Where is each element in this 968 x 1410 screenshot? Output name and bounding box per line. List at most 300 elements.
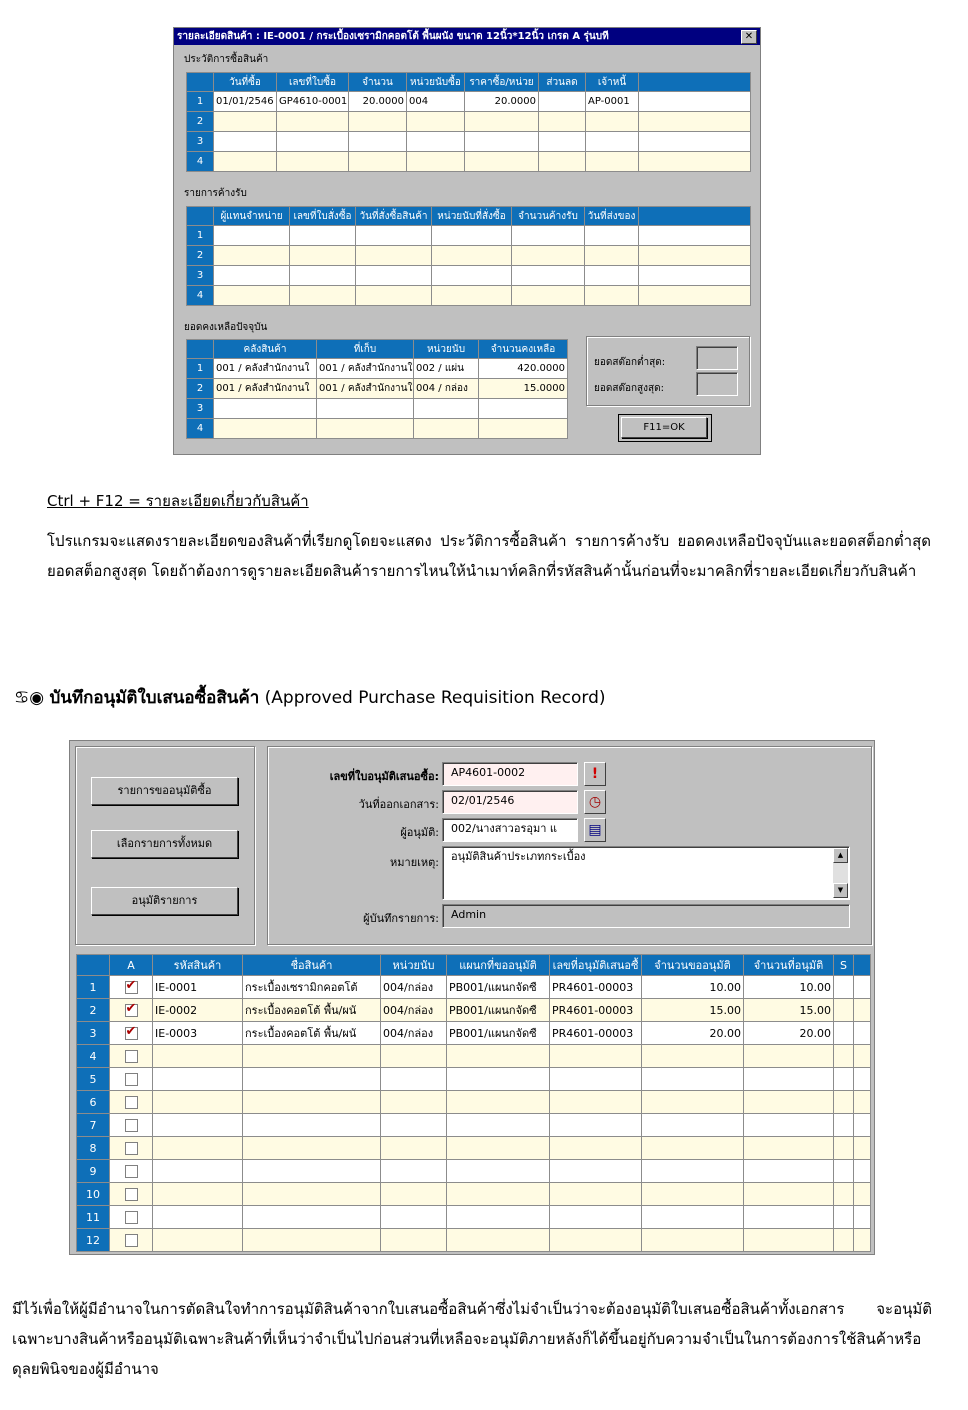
table-row[interactable] bbox=[77, 1229, 871, 1252]
row-number[interactable]: 11 bbox=[77, 1206, 110, 1229]
table-cell[interactable] bbox=[447, 1160, 550, 1183]
table-cell[interactable]: 10.00 bbox=[642, 976, 744, 999]
table-cell[interactable] bbox=[447, 1183, 550, 1206]
table-cell[interactable] bbox=[550, 1160, 642, 1183]
request-list-button[interactable]: รายการขออนุมัติซื้อ bbox=[91, 777, 238, 805]
column-header-filler bbox=[639, 207, 751, 226]
section-title: บันทึกอนุมัติใบเสนอซื้อสินค้า bbox=[49, 688, 260, 708]
table-cell[interactable]: กระเบื้องคอตโต้ พื้น/ผนั bbox=[243, 1022, 381, 1045]
row-number[interactable]: 1 bbox=[187, 226, 214, 246]
table-row[interactable] bbox=[187, 112, 751, 132]
table-cell[interactable] bbox=[214, 132, 277, 152]
table-cell[interactable] bbox=[642, 1045, 744, 1068]
table-cell[interactable]: PB001/แผนกจัดซื bbox=[447, 999, 550, 1022]
approver-label: ผู้อนุมัติ: bbox=[400, 826, 439, 839]
table-cell[interactable] bbox=[642, 1183, 744, 1206]
column-header[interactable]: เจ้าหนี้ bbox=[586, 73, 639, 92]
table-cell[interactable] bbox=[465, 152, 539, 172]
checkbox-empty-icon[interactable] bbox=[125, 1234, 138, 1247]
table-cell[interactable] bbox=[432, 226, 512, 246]
table-cell-filler bbox=[639, 266, 751, 286]
table-cell[interactable]: 20.00 bbox=[642, 1022, 744, 1045]
table-cell[interactable] bbox=[539, 92, 586, 112]
table-cell[interactable]: 004/กล่อง bbox=[381, 976, 447, 999]
column-header[interactable]: S bbox=[834, 955, 854, 976]
table-cell[interactable] bbox=[550, 1229, 642, 1252]
row-number[interactable]: 1 bbox=[187, 92, 214, 112]
table-cell[interactable] bbox=[539, 132, 586, 152]
table-cell[interactable] bbox=[356, 246, 432, 266]
table-cell[interactable] bbox=[381, 1091, 447, 1114]
table-cell[interactable] bbox=[356, 286, 432, 306]
section-title-en: (Approved Purchase Requisition Record) bbox=[259, 688, 606, 708]
table-cell[interactable] bbox=[432, 286, 512, 306]
row-number[interactable]: 6 bbox=[77, 1091, 110, 1114]
row-number[interactable]: 4 bbox=[187, 286, 214, 306]
table-cell[interactable] bbox=[407, 152, 465, 172]
table-row[interactable] bbox=[77, 1160, 871, 1183]
table-cell[interactable] bbox=[381, 1183, 447, 1206]
table-cell[interactable] bbox=[243, 1229, 381, 1252]
column-header[interactable]: จำนวนค้างรับ bbox=[512, 207, 585, 226]
table-cell[interactable] bbox=[744, 1114, 834, 1137]
table-row[interactable] bbox=[77, 1206, 871, 1229]
row-number[interactable]: 1 bbox=[77, 976, 110, 999]
table-cell[interactable] bbox=[642, 1160, 744, 1183]
table-cell[interactable] bbox=[465, 112, 539, 132]
table-cell[interactable]: 004/กล่อง bbox=[381, 1022, 447, 1045]
approve-checkbox-cell[interactable] bbox=[110, 976, 153, 999]
approval-window bbox=[69, 740, 875, 1255]
table-cell[interactable] bbox=[447, 1091, 550, 1114]
table-cell[interactable] bbox=[243, 1206, 381, 1229]
column-header[interactable]: หน่วยนับซื้อ bbox=[407, 73, 465, 92]
table-cell[interactable] bbox=[550, 1068, 642, 1091]
table-cell[interactable] bbox=[642, 1091, 744, 1114]
column-header[interactable]: วันที่สั่งซื้อสินค้า bbox=[356, 207, 432, 226]
table-cell[interactable] bbox=[642, 1137, 744, 1160]
checkbox-empty-icon[interactable] bbox=[125, 1073, 138, 1086]
table-row[interactable] bbox=[77, 976, 871, 999]
table-cell[interactable] bbox=[512, 226, 585, 246]
table-cell[interactable] bbox=[512, 246, 585, 266]
table-cell[interactable]: 001 / คลังสำนักงานใ bbox=[214, 359, 317, 379]
table-cell[interactable] bbox=[512, 286, 585, 306]
approve-checkbox-cell[interactable] bbox=[110, 1137, 153, 1160]
column-header[interactable]: ผู้แทนจำหน่าย bbox=[214, 207, 290, 226]
column-header[interactable]: เลขที่ใบสั่งซื้อ bbox=[290, 207, 356, 226]
table-cell[interactable] bbox=[447, 1114, 550, 1137]
table-cell[interactable]: AP-0001 bbox=[586, 92, 639, 112]
doc-no-input[interactable]: AP4601-0002 bbox=[442, 762, 578, 786]
column-header[interactable]: เลขที่ใบซื้อ bbox=[277, 73, 349, 92]
row-number[interactable]: 2 bbox=[187, 112, 214, 132]
table-cell[interactable] bbox=[550, 1183, 642, 1206]
table-cell[interactable] bbox=[243, 1068, 381, 1091]
doc-date-input[interactable]: 02/01/2546 bbox=[442, 790, 578, 814]
table-cell[interactable] bbox=[381, 1160, 447, 1183]
table-cell[interactable] bbox=[153, 1068, 243, 1091]
column-header[interactable]: ราคาซื้อ/หน่วย bbox=[465, 73, 539, 92]
column-header[interactable]: A bbox=[110, 955, 153, 976]
table-cell[interactable] bbox=[586, 132, 639, 152]
table-cell-filler bbox=[639, 246, 751, 266]
table-cell[interactable] bbox=[744, 1045, 834, 1068]
table-cell[interactable] bbox=[243, 1137, 381, 1160]
table-cell[interactable] bbox=[642, 1206, 744, 1229]
table-cell[interactable] bbox=[447, 1045, 550, 1068]
table-cell[interactable] bbox=[744, 1068, 834, 1091]
row-number[interactable]: 4 bbox=[187, 152, 214, 172]
row-number[interactable]: 5 bbox=[77, 1068, 110, 1091]
table-row[interactable] bbox=[187, 226, 751, 246]
table-cell[interactable] bbox=[407, 132, 465, 152]
table-cell[interactable] bbox=[214, 286, 290, 306]
table-cell[interactable] bbox=[585, 266, 639, 286]
row-number[interactable]: 3 bbox=[187, 266, 214, 286]
checkbox-empty-icon[interactable] bbox=[125, 1165, 138, 1178]
recorder-label: ผู้บันทึกรายการ: bbox=[363, 912, 439, 925]
table-cell[interactable] bbox=[153, 1229, 243, 1252]
column-header[interactable]: ส่วนลด bbox=[539, 73, 586, 92]
column-header[interactable]: เลขที่อนุมัติเสนอซื้ bbox=[550, 955, 642, 976]
table-cell[interactable] bbox=[153, 1206, 243, 1229]
table-cell[interactable]: 001 / คลังสำนักงานใ bbox=[317, 359, 414, 379]
table-cell[interactable] bbox=[585, 286, 639, 306]
table-cell[interactable] bbox=[447, 1137, 550, 1160]
table-row[interactable] bbox=[77, 1183, 871, 1206]
table-cell[interactable] bbox=[153, 1160, 243, 1183]
current-balance-table[interactable] bbox=[186, 339, 568, 439]
table-cell[interactable] bbox=[414, 419, 479, 439]
scroll-up-icon[interactable]: ▲ bbox=[833, 848, 848, 863]
table-cell[interactable]: IE-0001 bbox=[153, 976, 243, 999]
row-number[interactable]: 9 bbox=[77, 1160, 110, 1183]
purchase-history-table[interactable] bbox=[186, 72, 751, 172]
table-cell[interactable] bbox=[744, 1091, 834, 1114]
table-cell[interactable]: 004/กล่อง bbox=[381, 999, 447, 1022]
select-all-button[interactable]: เลือกรายการทั้งหมด bbox=[91, 830, 238, 858]
approve-checkbox-cell[interactable] bbox=[110, 1229, 153, 1252]
table-cell[interactable] bbox=[277, 152, 349, 172]
approval-items-table[interactable] bbox=[76, 954, 871, 1252]
column-header[interactable]: แผนกที่ขออนุมัติ bbox=[447, 955, 550, 976]
table-cell[interactable] bbox=[317, 419, 414, 439]
table-cell[interactable] bbox=[407, 112, 465, 132]
row-number[interactable]: 3 bbox=[77, 1022, 110, 1045]
checkbox-checked-icon[interactable] bbox=[125, 1004, 138, 1017]
table-cell[interactable] bbox=[243, 1183, 381, 1206]
table-cell[interactable] bbox=[214, 112, 277, 132]
table-cell[interactable]: PR4601-00003 bbox=[550, 976, 642, 999]
table-cell[interactable] bbox=[153, 1114, 243, 1137]
table-cell[interactable] bbox=[465, 132, 539, 152]
table-cell[interactable]: กระเบื้องเซรามิกคอตโต้ bbox=[243, 976, 381, 999]
table-cell[interactable] bbox=[834, 1045, 854, 1068]
pending-receipt-table[interactable] bbox=[186, 206, 751, 306]
table-cell[interactable] bbox=[290, 246, 356, 266]
table-cell[interactable] bbox=[479, 419, 568, 439]
table-row[interactable] bbox=[77, 1045, 871, 1068]
row-number[interactable]: 10 bbox=[77, 1183, 110, 1206]
approve-checkbox-cell[interactable] bbox=[110, 1206, 153, 1229]
table-cell-filler bbox=[639, 226, 751, 246]
column-header[interactable]: รหัสสินค้า bbox=[153, 955, 243, 976]
checkbox-checked-icon[interactable] bbox=[125, 981, 138, 994]
table-cell[interactable] bbox=[642, 1229, 744, 1252]
table-cell[interactable] bbox=[381, 1206, 447, 1229]
table-cell[interactable] bbox=[744, 1137, 834, 1160]
table-cell[interactable] bbox=[834, 1206, 854, 1229]
note-textarea[interactable]: อนุมัติสินค้าประเภทกระเบื้อง bbox=[442, 846, 850, 900]
checkbox-empty-icon[interactable] bbox=[125, 1211, 138, 1224]
table-cell[interactable]: 20.0000 bbox=[465, 92, 539, 112]
table-row[interactable] bbox=[187, 132, 751, 152]
table-cell[interactable] bbox=[153, 1091, 243, 1114]
table-cell[interactable] bbox=[214, 246, 290, 266]
table-cell[interactable]: PB001/แผนกจัดซื bbox=[447, 1022, 550, 1045]
table-cell[interactable] bbox=[744, 1183, 834, 1206]
table-cell[interactable]: 15.0000 bbox=[479, 379, 568, 399]
checkbox-empty-icon[interactable] bbox=[125, 1188, 138, 1201]
row-number[interactable]: 12 bbox=[77, 1229, 110, 1252]
table-cell[interactable] bbox=[550, 1114, 642, 1137]
approve-items-button[interactable]: อนุมัติรายการ bbox=[91, 887, 238, 915]
row-number[interactable]: 3 bbox=[187, 132, 214, 152]
table-cell[interactable] bbox=[834, 1091, 854, 1114]
table-cell[interactable]: 01/01/2546 bbox=[214, 92, 277, 112]
column-header[interactable]: หน่วยนับที่สั่งซื้อ bbox=[432, 207, 512, 226]
table-cell[interactable] bbox=[539, 152, 586, 172]
column-header[interactable]: วันที่ส่งของ bbox=[585, 207, 639, 226]
table-cell[interactable] bbox=[356, 266, 432, 286]
table-cell-filler bbox=[854, 1160, 871, 1183]
row-number[interactable]: 4 bbox=[77, 1045, 110, 1068]
table-cell[interactable]: IE-0003 bbox=[153, 1022, 243, 1045]
product-detail-window bbox=[173, 27, 761, 455]
table-row[interactable] bbox=[187, 92, 751, 112]
table-cell[interactable] bbox=[349, 112, 407, 132]
current-balance-label: ยอดคงเหลือปัจจุบัน bbox=[184, 322, 268, 333]
row-number[interactable]: 8 bbox=[77, 1137, 110, 1160]
approve-checkbox-cell[interactable] bbox=[110, 1045, 153, 1068]
approve-checkbox-cell[interactable] bbox=[110, 1160, 153, 1183]
table-cell[interactable] bbox=[349, 132, 407, 152]
table-cell[interactable] bbox=[214, 266, 290, 286]
table-cell[interactable]: 004 / กล่อง bbox=[414, 379, 479, 399]
table-cell[interactable]: 004 bbox=[407, 92, 465, 112]
row-number[interactable]: 1 bbox=[187, 359, 214, 379]
table-cell[interactable] bbox=[432, 266, 512, 286]
table-cell[interactable] bbox=[447, 1068, 550, 1091]
table-cell[interactable]: PR4601-00003 bbox=[550, 999, 642, 1022]
table-cell[interactable]: GP4610-0001 bbox=[277, 92, 349, 112]
table-cell[interactable] bbox=[153, 1045, 243, 1068]
table-cell[interactable] bbox=[744, 1160, 834, 1183]
table-row[interactable] bbox=[77, 1022, 871, 1045]
column-header[interactable]: จำนวนที่อนุมัติ bbox=[744, 955, 834, 976]
table-row[interactable] bbox=[187, 399, 568, 419]
checkbox-empty-icon[interactable] bbox=[125, 1142, 138, 1155]
table-cell[interactable] bbox=[414, 399, 479, 419]
approver-input[interactable]: 002/นางสาวอรอุมา แ bbox=[442, 818, 578, 842]
table-cell[interactable] bbox=[214, 419, 317, 439]
column-header[interactable]: คลังสินค้า bbox=[214, 340, 317, 359]
ok-button[interactable]: F11=OK bbox=[621, 417, 707, 438]
table-cell[interactable] bbox=[586, 152, 639, 172]
table-row[interactable] bbox=[187, 286, 751, 306]
table-row[interactable] bbox=[77, 1068, 871, 1091]
max-stock-field bbox=[696, 372, 738, 396]
table-cell[interactable] bbox=[153, 1137, 243, 1160]
table-row[interactable] bbox=[187, 266, 751, 286]
table-cell[interactable] bbox=[550, 1045, 642, 1068]
column-header[interactable]: จำนวนขออนุมัติ bbox=[642, 955, 744, 976]
approve-checkbox-cell[interactable] bbox=[110, 1091, 153, 1114]
table-cell[interactable] bbox=[214, 399, 317, 419]
table-row[interactable] bbox=[77, 1137, 871, 1160]
row-number[interactable]: 7 bbox=[77, 1114, 110, 1137]
table-cell[interactable] bbox=[834, 1183, 854, 1206]
table-cell[interactable] bbox=[642, 1114, 744, 1137]
checkbox-empty-icon[interactable] bbox=[125, 1119, 138, 1132]
table-cell[interactable]: IE-0002 bbox=[153, 999, 243, 1022]
table-cell[interactable]: 15.00 bbox=[744, 999, 834, 1022]
table-cell[interactable] bbox=[834, 1137, 854, 1160]
table-cell[interactable] bbox=[834, 1114, 854, 1137]
table-row[interactable] bbox=[77, 1091, 871, 1114]
note-scrollbar[interactable] bbox=[833, 848, 848, 898]
table-cell[interactable] bbox=[512, 266, 585, 286]
approve-checkbox-cell[interactable] bbox=[110, 999, 153, 1022]
table-cell[interactable] bbox=[432, 246, 512, 266]
table-row[interactable] bbox=[77, 999, 871, 1022]
table-cell[interactable] bbox=[243, 1160, 381, 1183]
table-cell[interactable] bbox=[834, 1022, 854, 1045]
table-cell[interactable]: PB001/แผนกจัดซื bbox=[447, 976, 550, 999]
table-row[interactable] bbox=[187, 379, 568, 399]
column-header[interactable]: จำนวน bbox=[349, 73, 407, 92]
table-cell-filler bbox=[639, 132, 751, 152]
column-header[interactable]: จำนวนคงเหลือ bbox=[479, 340, 568, 359]
table-cell[interactable]: 10.00 bbox=[744, 976, 834, 999]
table-cell[interactable] bbox=[290, 286, 356, 306]
table-cell[interactable]: 20.00 bbox=[744, 1022, 834, 1045]
table-cell[interactable]: 002 / แผ่น bbox=[414, 359, 479, 379]
table-cell[interactable] bbox=[586, 112, 639, 132]
document-icon[interactable]: ▤ bbox=[584, 818, 606, 842]
product-detail-description: โปรแกรมจะแสดงรายละเอียดของสินค้าที่เรียกดูโดยจะแสดง ประวัติการซื้อสินค้า รายการค้างรับ ยอดคงเหลือปัจจุบันและยอดสต็อกต่ำสุด ยอดสต็อกสูงสุด โดยถ้าต้องการดูรายละเอียดสินค้ารายการไหนให้นำเมาท์คลิกที่รหัสสินค้านั้นก่อนที่จะมาคลิกที่รายละเอียดเกี่ยวกับสินค้า bbox=[47, 532, 931, 580]
table-cell[interactable] bbox=[243, 1045, 381, 1068]
table-cell[interactable] bbox=[550, 1137, 642, 1160]
table-cell[interactable] bbox=[277, 132, 349, 152]
table-cell[interactable] bbox=[381, 1137, 447, 1160]
table-cell[interactable] bbox=[290, 266, 356, 286]
table-row[interactable] bbox=[187, 419, 568, 439]
table-row[interactable] bbox=[187, 152, 751, 172]
table-cell[interactable] bbox=[447, 1206, 550, 1229]
row-number[interactable]: 2 bbox=[187, 246, 214, 266]
approve-checkbox-cell[interactable] bbox=[110, 1022, 153, 1045]
table-cell[interactable]: PR4601-00003 bbox=[550, 1022, 642, 1045]
column-header[interactable]: ที่เก็บ bbox=[317, 340, 414, 359]
table-row[interactable] bbox=[77, 1114, 871, 1137]
table-cell[interactable] bbox=[479, 399, 568, 419]
table-cell[interactable] bbox=[834, 1160, 854, 1183]
table-cell[interactable] bbox=[317, 399, 414, 419]
table-cell[interactable] bbox=[642, 1068, 744, 1091]
column-header-filler bbox=[854, 955, 871, 976]
table-cell[interactable] bbox=[290, 226, 356, 246]
clock-icon[interactable]: ◷ bbox=[584, 790, 606, 814]
checkbox-checked-icon[interactable] bbox=[125, 1027, 138, 1040]
table-cell[interactable]: 15.00 bbox=[642, 999, 744, 1022]
table-cell[interactable] bbox=[834, 999, 854, 1022]
table-cell[interactable] bbox=[381, 1229, 447, 1252]
table-cell[interactable] bbox=[834, 1229, 854, 1252]
table-cell[interactable]: 001 / คลังสำนักงานใ bbox=[214, 379, 317, 399]
table-cell[interactable]: 420.0000 bbox=[479, 359, 568, 379]
checkbox-empty-icon[interactable] bbox=[125, 1050, 138, 1063]
table-cell[interactable] bbox=[744, 1206, 834, 1229]
approve-checkbox-cell[interactable] bbox=[110, 1183, 153, 1206]
row-number[interactable]: 4 bbox=[187, 419, 214, 439]
column-header[interactable]: วันที่ซื้อ bbox=[214, 73, 277, 92]
table-cell[interactable] bbox=[744, 1229, 834, 1252]
approve-checkbox-cell[interactable] bbox=[110, 1068, 153, 1091]
table-cell[interactable] bbox=[243, 1091, 381, 1114]
section-heading bbox=[14, 684, 606, 711]
table-cell[interactable] bbox=[550, 1206, 642, 1229]
scroll-down-icon[interactable]: ▼ bbox=[833, 883, 848, 898]
row-number[interactable]: 3 bbox=[187, 399, 214, 419]
close-icon[interactable]: ✕ bbox=[741, 30, 757, 44]
table-cell[interactable] bbox=[214, 226, 290, 246]
table-cell-filler bbox=[854, 1137, 871, 1160]
table-cell[interactable] bbox=[447, 1229, 550, 1252]
table-cell[interactable] bbox=[585, 226, 639, 246]
table-cell[interactable] bbox=[349, 152, 407, 172]
table-cell-filler bbox=[854, 1022, 871, 1045]
table-cell[interactable] bbox=[214, 152, 277, 172]
table-cell[interactable] bbox=[381, 1068, 447, 1091]
row-number[interactable]: 2 bbox=[77, 999, 110, 1022]
table-cell[interactable] bbox=[834, 976, 854, 999]
table-cell[interactable] bbox=[834, 1068, 854, 1091]
column-header[interactable]: ชื่อสินค้า bbox=[243, 955, 381, 976]
table-cell[interactable] bbox=[277, 112, 349, 132]
table-cell[interactable] bbox=[356, 226, 432, 246]
table-cell[interactable]: กระเบื้องคอตโต้ พื้น/ผนั bbox=[243, 999, 381, 1022]
table-cell[interactable]: 20.0000 bbox=[349, 92, 407, 112]
table-cell[interactable] bbox=[585, 246, 639, 266]
table-cell[interactable] bbox=[539, 112, 586, 132]
table-cell[interactable] bbox=[153, 1183, 243, 1206]
table-cell[interactable] bbox=[381, 1114, 447, 1137]
checkbox-empty-icon[interactable] bbox=[125, 1096, 138, 1109]
table-cell[interactable] bbox=[550, 1091, 642, 1114]
table-row[interactable] bbox=[187, 359, 568, 379]
approve-checkbox-cell[interactable] bbox=[110, 1114, 153, 1137]
table-row[interactable] bbox=[187, 246, 751, 266]
table-cell[interactable] bbox=[243, 1114, 381, 1137]
table-cell[interactable]: 001 / คลังสำนักงานใ bbox=[317, 379, 414, 399]
column-header[interactable]: หน่วยนับ bbox=[414, 340, 479, 359]
alert-icon[interactable]: ! bbox=[584, 762, 606, 786]
column-header[interactable]: หน่วยนับ bbox=[381, 955, 447, 976]
table-cell[interactable] bbox=[381, 1045, 447, 1068]
row-number[interactable]: 2 bbox=[187, 379, 214, 399]
